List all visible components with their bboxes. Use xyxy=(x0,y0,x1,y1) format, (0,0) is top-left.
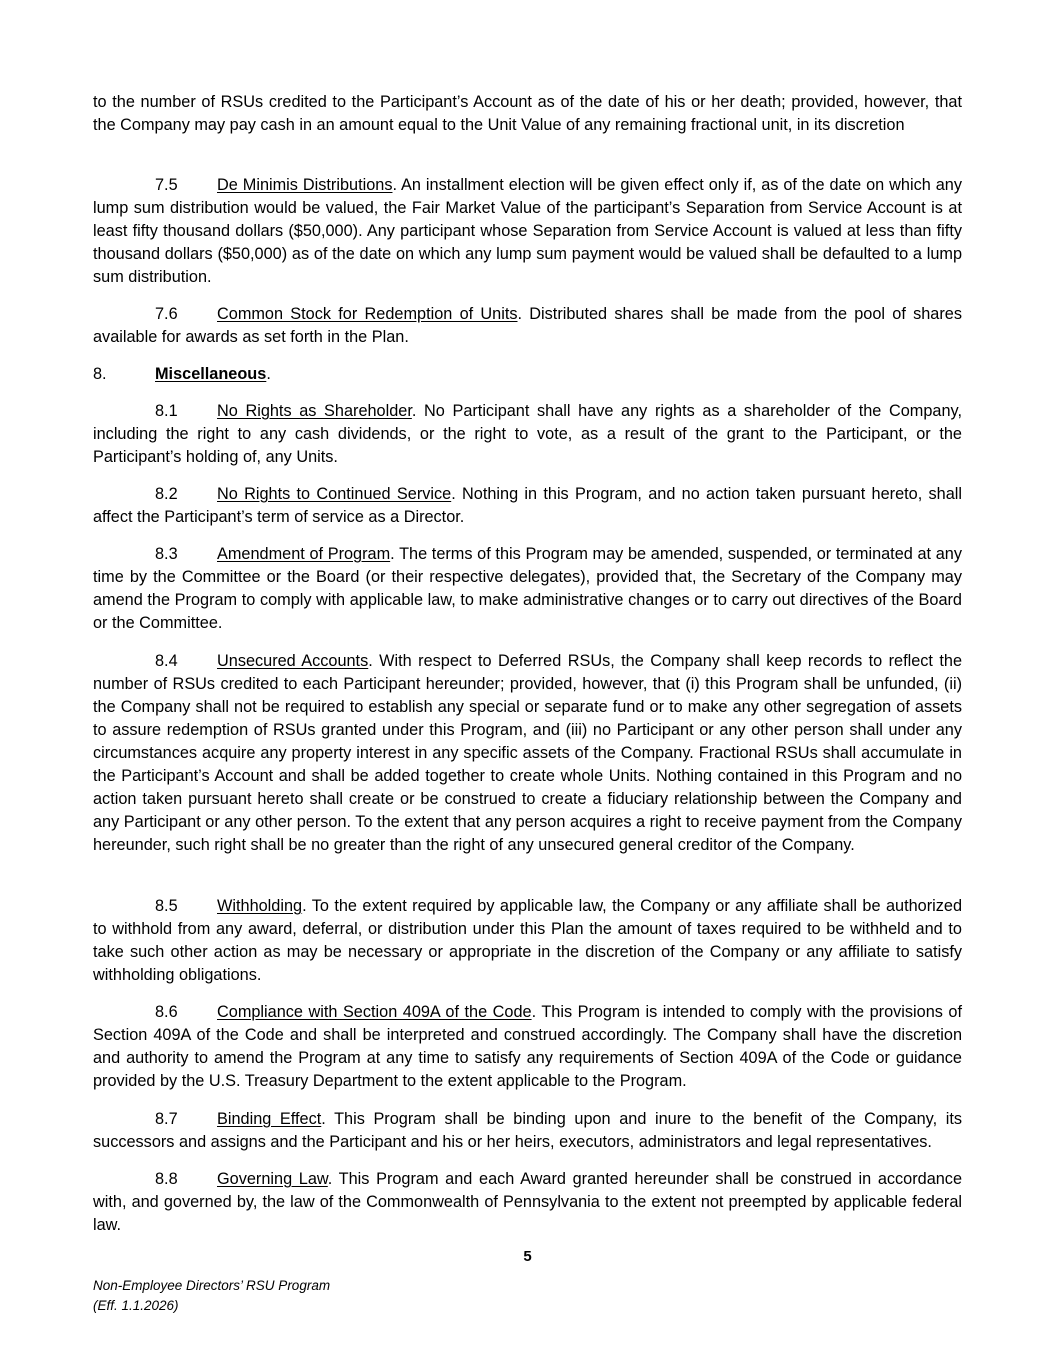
section-body: . The terms of this Program may be amended, suspended, or terminated at any time by the Committee or the Board (or their respective delegates), provided that, the Secretary of the Company may amend the Program to comply with applicable law, to make administrative changes or to carry out directives of the Board or the Committee. xyxy=(93,545,962,632)
section-number: 8. xyxy=(93,365,107,383)
section-number: 8.2 xyxy=(155,485,178,503)
section-8-7 xyxy=(93,1108,962,1154)
section-7-5 xyxy=(93,174,962,289)
page-number: 5 xyxy=(523,1248,532,1265)
section-heading: De Minimis Distributions xyxy=(217,176,393,194)
section-heading: No Rights to Continued Service xyxy=(217,485,452,503)
section-number: 8.8 xyxy=(155,1170,178,1188)
section-heading: Amendment of Program xyxy=(217,545,391,563)
section-number: 7.5 xyxy=(155,176,178,194)
section-heading: No Rights as Shareholder xyxy=(217,402,412,420)
section-8-4 xyxy=(93,650,962,857)
footer-effective-date: (Eff. 1.1.2026) xyxy=(93,1298,179,1313)
page-footer xyxy=(93,1276,330,1316)
section-heading: Governing Law xyxy=(217,1170,328,1188)
section-body: . Nothing in this Program, and no action taken pursuant hereto, shall affect the Participant’s term of service as a Director. xyxy=(93,485,962,526)
section-body: . xyxy=(266,365,271,383)
section-8-2 xyxy=(93,483,962,529)
section-body: . An installment election will be given effect only if, as of the date on which any lump sum distribution would be valued, the Fair Market Value of the participant’s Separation from Service Account is at least fifty thousand dollars ($50,000). Any participant whose Separation from Service Account is valued at less than fifty thousand dollars ($50,000) as of the date on which any lump sum payment would be valued shall be defaulted to a lump sum distribution. xyxy=(93,176,962,286)
section-8-5 xyxy=(93,895,962,987)
section-body: . This Program is intended to comply with the provisions of Section 409A of the Code and shall be interpreted and construed accordingly. The Company shall have the discretion and authority to amend the Program at any time to satisfy any requirements of Section 409A of the Code or guidance provided by the U.S. Treasury Department to the extent applicable to the Program. xyxy=(93,1003,962,1090)
section-body: . To the extent required by applicable law, the Company or any affiliate shall be authorized to withhold from any award, deferral, or distribution under this Plan the amount of taxes required to be withheld and to take such other action as may be necessary or appropriate in the discretion of the Company or any affiliate to satisfy withholding obligations. xyxy=(93,897,962,984)
section-8 xyxy=(93,363,962,386)
section-number: 8.3 xyxy=(155,545,178,563)
section-number: 8.6 xyxy=(155,1003,178,1021)
section-body: . With respect to Deferred RSUs, the Company shall keep records to reflect the number of RSUs credited to each Participant hereunder; provided, however, that (i) this Program shall be unfunded, (ii) the Company shall not be required to establish any special or separate fund or to make any other segregation of assets to assure redemption of RSUs granted under this Program, and (iii) no Participant or any other person shall under any circumstances acquire any property interest in any specific assets of the Company. Fractional RSUs shall accumulate in the Participant’s Account and shall be added together to create whole Units. Nothing contained in this Program and no action taken pursuant hereto shall create or be construed to create a fiduciary relationship between the Company and any Participant or any other person. To the extent that any person acquires a right to receive payment from the Company hereunder, such right shall be no greater than the right of any unsecured general creditor of the Company. xyxy=(93,652,962,854)
section-number: 8.7 xyxy=(155,1110,178,1128)
section-number: 7.6 xyxy=(155,305,178,323)
section-7-6 xyxy=(93,303,962,349)
section-number: 8.1 xyxy=(155,402,178,420)
section-8-1 xyxy=(93,400,962,469)
section-8-8 xyxy=(93,1168,962,1237)
paragraph-continuation: to the number of RSUs credited to the Participant’s Account as of the date of his or her death; provided, however, that the Company may pay cash in an amount equal to the Unit Value of any remaining fractional unit, in its discretion xyxy=(93,93,962,134)
section-body: . This Program and each Award granted hereunder shall be construed in accordance with, and governed by, the law of the Commonwealth of Pennsylvania to the extent not preempted by applicable federal law. xyxy=(93,1170,962,1234)
section-number: 8.5 xyxy=(155,897,178,915)
section-8-6 xyxy=(93,1001,962,1093)
section-number: 8.4 xyxy=(155,652,178,670)
section-8-3 xyxy=(93,543,962,635)
section-heading: Compliance with Section 409A of the Code xyxy=(217,1003,532,1021)
section-body: . This Program shall be binding upon and inure to the benefit of the Company, its successors and assigns and the Participant and his or her heirs, executors, administrators and legal representatives. xyxy=(93,1110,962,1151)
section-heading: Binding Effect xyxy=(217,1110,322,1128)
section-heading: Common Stock for Redemption of Units xyxy=(217,305,518,323)
section-body: . No Participant shall have any rights as a shareholder of the Company, including the right to any cash dividends, or the right to vote, as a result of the grant to the Participant, or the Participant’s holding of, any Units. xyxy=(93,402,962,466)
section-heading: Withholding xyxy=(217,897,303,915)
section-body: . Distributed shares shall be made from the pool of shares available for awards as set forth in the Plan. xyxy=(93,305,962,346)
footer-title: Non-Employee Directors’ RSU Program xyxy=(93,1278,331,1293)
section-heading: Unsecured Accounts xyxy=(217,652,369,670)
section-heading: Miscellaneous xyxy=(155,365,267,383)
